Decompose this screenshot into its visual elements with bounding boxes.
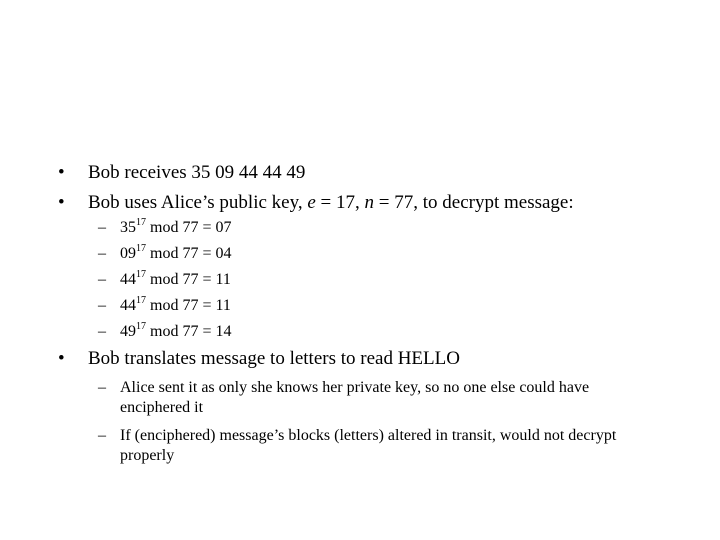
decryption-expression: [120, 244, 231, 264]
dash-marker: –: [98, 219, 106, 236]
bullet-dot: •: [58, 192, 65, 213]
exponent: 17: [136, 294, 146, 306]
note-text: If (enciphered) message’s blocks (letters) altered in transit, would not decrypt properly: [120, 427, 617, 464]
text-part: Bob uses Alice’s public key,: [88, 192, 308, 213]
bullet-dot: •: [58, 348, 65, 369]
base-value: 09: [120, 245, 136, 262]
mod-result: mod 77 = 07: [146, 219, 232, 236]
text-part: = 77, to decrypt message:: [374, 192, 574, 213]
bullet-dot: •: [58, 162, 65, 183]
bullet-text: Bob receives 35 09 44 44 49: [88, 162, 306, 183]
base-value: 44: [120, 297, 136, 314]
bullet-text: [88, 192, 574, 214]
base-value: 44: [120, 271, 136, 288]
dash-marker: –: [98, 245, 106, 262]
dash-marker: –: [98, 271, 106, 288]
dash-marker: –: [98, 379, 106, 396]
dash-marker: –: [98, 323, 106, 340]
decryption-expression: [120, 322, 231, 342]
mod-result: mod 77 = 11: [146, 297, 231, 314]
exponent: 17: [136, 242, 146, 254]
mod-result: mod 77 = 14: [146, 323, 232, 340]
variable-n: n: [364, 192, 375, 213]
mod-result: mod 77 = 04: [146, 245, 232, 262]
dash-marker: –: [98, 427, 106, 444]
exponent: 17: [136, 320, 146, 332]
exponent: 17: [136, 268, 146, 280]
note-text: Alice sent it as only she knows her private key, so no one else could have enciphered it: [120, 379, 590, 416]
variable-e: e: [307, 192, 316, 213]
mod-result: mod 77 = 11: [146, 271, 231, 288]
exponent: 17: [136, 216, 146, 228]
bullet-text: Bob translates message to letters to read HELLO: [88, 348, 460, 369]
base-value: 49: [120, 323, 136, 340]
decryption-expression: [120, 296, 231, 316]
dash-marker: –: [98, 297, 106, 314]
base-value: 35: [120, 219, 136, 236]
text-part: = 17,: [315, 192, 365, 213]
decryption-expression: [120, 218, 231, 238]
decryption-expression: [120, 270, 231, 290]
